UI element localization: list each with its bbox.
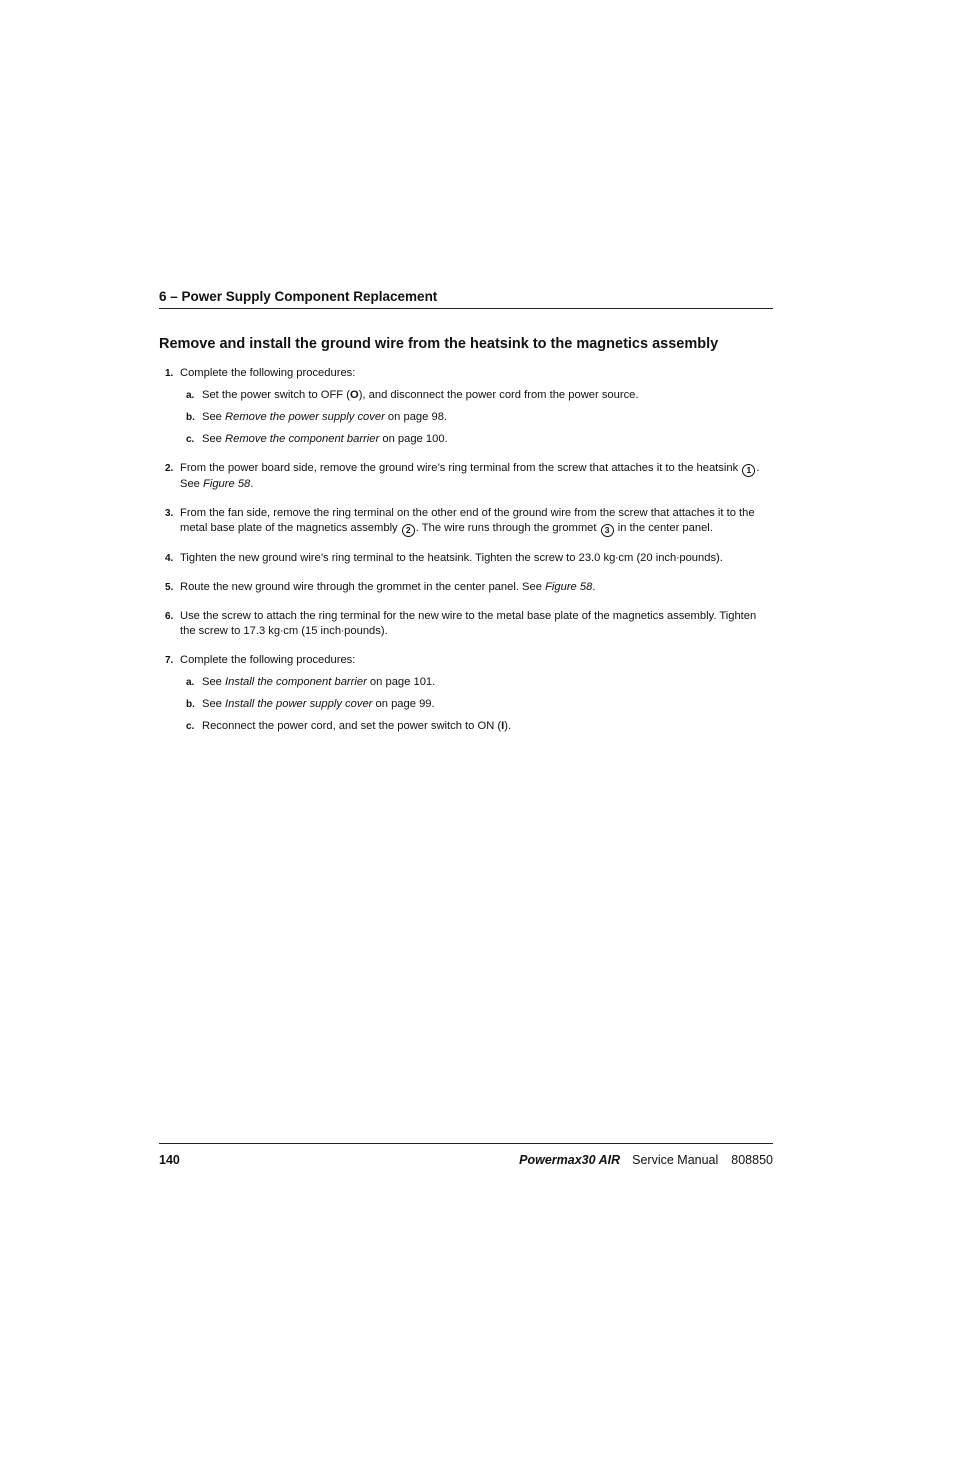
step-text-end: . bbox=[250, 478, 254, 490]
step-number: 6. bbox=[165, 611, 174, 622]
substep-letter: c. bbox=[186, 434, 195, 445]
step-number: 7. bbox=[165, 655, 174, 666]
substep-1c bbox=[159, 432, 773, 447]
substep-text-end: ). bbox=[504, 720, 512, 732]
figure-reference-link[interactable]: Figure 58 bbox=[545, 581, 593, 593]
step-7 bbox=[159, 653, 773, 668]
substep-text: See bbox=[202, 676, 226, 688]
page-number: 140 bbox=[159, 1153, 180, 1167]
footer-rule bbox=[159, 1143, 773, 1144]
chapter-header: 6 – Power Supply Component Replacement bbox=[159, 289, 438, 304]
on-symbol: I bbox=[501, 720, 505, 732]
substep-7a bbox=[159, 675, 773, 690]
step-4 bbox=[159, 551, 773, 566]
step-number: 2. bbox=[165, 463, 174, 474]
step-text: Complete the following procedures: bbox=[180, 654, 356, 666]
substep-letter: c. bbox=[186, 721, 195, 732]
substep-text-end: on page 99. bbox=[372, 698, 435, 710]
substep-text-end: on page 101. bbox=[366, 676, 436, 688]
substep-text-end: on page 100. bbox=[379, 433, 448, 445]
substep-text: Set the power switch to OFF ( bbox=[202, 389, 350, 401]
substep-text-end: on page 98. bbox=[384, 411, 448, 423]
cross-reference-link[interactable]: Remove the component barrier bbox=[225, 433, 380, 445]
step-text: Tighten the new ground wire’s ring terminal to the heatsink. Tighten the screw to 23.0 kg∙cm (20 inch∙pounds). bbox=[180, 552, 723, 564]
step-6 bbox=[159, 609, 773, 639]
cross-reference-link[interactable]: Install the power supply cover bbox=[225, 698, 373, 710]
spacer bbox=[159, 566, 773, 580]
substep-7c bbox=[159, 719, 773, 734]
step-1 bbox=[159, 366, 773, 381]
spacer bbox=[159, 595, 773, 609]
step-number: 5. bbox=[165, 582, 174, 593]
section-title: Remove and install the ground wire from the heatsink to the magnetics assembly bbox=[159, 336, 719, 352]
spacer bbox=[159, 537, 773, 551]
substep-text: Reconnect the power cord, and set the power switch to ON ( bbox=[202, 720, 502, 732]
step-text-end: . bbox=[592, 581, 596, 593]
substep-7b bbox=[159, 697, 773, 712]
procedure-steps bbox=[159, 366, 773, 734]
step-2 bbox=[159, 461, 773, 492]
spacer bbox=[159, 447, 773, 461]
step-5 bbox=[159, 580, 773, 595]
step-text: Use the screw to attach the ring terminal for the new wire to the metal base plate of the magnetics assembly. Tighten the screw to 17.3 kg∙cm (15 inch∙pounds). bbox=[180, 610, 757, 637]
cross-reference-link[interactable]: Remove the power supply cover bbox=[225, 411, 385, 423]
step-text-mid: . See bbox=[180, 462, 760, 490]
step-3 bbox=[159, 506, 773, 537]
step-number: 3. bbox=[165, 508, 174, 519]
substep-1a bbox=[159, 388, 773, 403]
spacer bbox=[159, 639, 773, 653]
cross-reference-link[interactable]: Install the component barrier bbox=[225, 676, 367, 688]
step-text-end: in the center panel. bbox=[614, 522, 713, 534]
substep-text: See bbox=[202, 411, 226, 423]
step-text: From the power board side, remove the ground wire’s ring terminal from the screw that attaches it to the heatsink bbox=[180, 462, 742, 474]
step-number: 1. bbox=[165, 368, 174, 379]
substep-letter: a. bbox=[186, 677, 195, 688]
document-number: 808850 bbox=[731, 1153, 773, 1167]
document-type: Service Manual bbox=[632, 1153, 719, 1167]
step-text: From the fan side, remove the ring terminal on the other end of the ground wire from the screw that attaches it to the metal base plate of the magnetics assembly bbox=[180, 507, 755, 534]
substep-letter: a. bbox=[186, 390, 195, 401]
product-name: Powermax30 AIR bbox=[519, 1153, 621, 1167]
step-text: Route the new ground wire through the grommet in the center panel. See bbox=[180, 581, 546, 593]
footer-doc-info bbox=[519, 1153, 773, 1167]
step-text-mid: . The wire runs through the grommet bbox=[415, 522, 600, 534]
substep-text-end: ), and disconnect the power cord from the power source. bbox=[358, 389, 639, 401]
callout-1-icon: 1 bbox=[742, 464, 755, 477]
spacer bbox=[159, 492, 773, 506]
substep-text: See bbox=[202, 698, 226, 710]
substep-letter: b. bbox=[186, 699, 195, 710]
step-number: 4. bbox=[165, 553, 174, 564]
header-rule bbox=[159, 308, 773, 309]
callout-3-icon: 3 bbox=[601, 524, 614, 537]
off-symbol: O bbox=[349, 389, 359, 401]
substep-1b bbox=[159, 410, 773, 425]
substep-letter: b. bbox=[186, 412, 195, 423]
figure-reference-link[interactable]: Figure 58 bbox=[203, 478, 251, 490]
substep-text: See bbox=[202, 433, 226, 445]
callout-2-icon: 2 bbox=[402, 524, 415, 537]
step-text: Complete the following procedures: bbox=[180, 367, 356, 379]
